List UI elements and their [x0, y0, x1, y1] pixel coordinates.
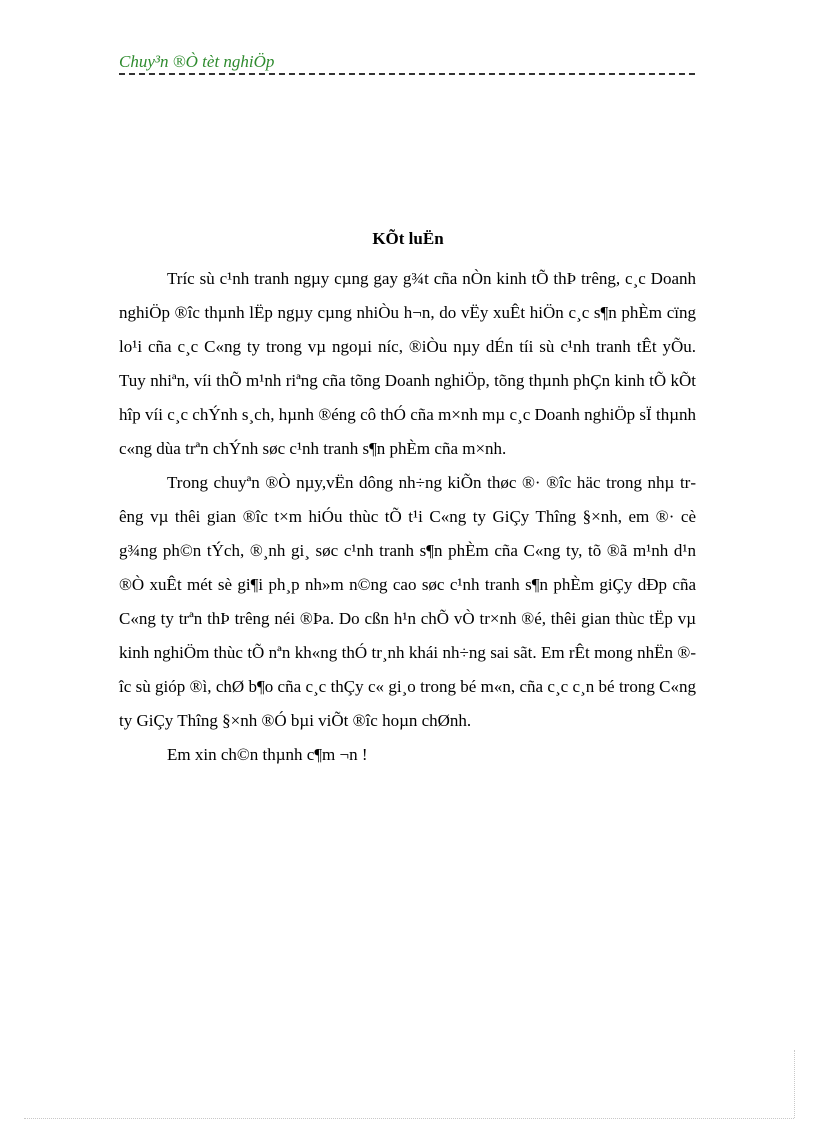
running-header: Chuy³n ®Ò tèt nghiÖp: [119, 52, 275, 71]
header-divider: [119, 73, 695, 75]
page-boundary-bottom: [24, 1118, 794, 1119]
page-boundary-right: [794, 1050, 795, 1118]
paragraph-3: Em xin ch©n thµnh c¶m ¬n !: [167, 745, 368, 764]
section-title: KÕt luËn: [372, 229, 444, 248]
body-text: [119, 262, 696, 772]
paragraph-1: Tríc sù c¹nh tranh ngµy cµng gay g¾t cña nÒn kinh tÕ thÞ trêng, c¸c Doanh nghiÖp ®îc thµnh lËp ngµy cµng nhiÒu h¬n, do vËy xuÊt hiÖn c¸c s¶n phÈm cïng lo¹i cña c¸c C«ng ty trong vµ ngoµi níc, ®iÒu nµy dÉn tíi sù c¹nh tranh tÊt yÕu. Tuy nhiªn, víi thÕ m¹nh riªng cña tõng Doanh nghiÖp, tõng thµnh phÇn kinh tÕ kÕt hîp víi c¸c chÝnh s¸ch, hµnh ®éng cô thÓ cña m×nh mµ c¸c Doanh nghiÖp sÏ thµnh c«ng dùa trªn chÝnh søc c¹nh tranh s¶n phÈm cña m×nh.: [119, 269, 696, 458]
paragraph-2: Trong chuyªn ®Ò nµy,vËn dông nh÷ng kiÕn thøc ®· ®îc häc trong nhµ trêng vµ thêi gian ®îc t×m hiÓu thùc tÕ t¹i C«ng ty GiÇy Thîng §×nh, em ®· cè g¾ng ph©n tÝch, ®¸nh gi¸ søc c¹nh tranh s¶n phÈm cña C«ng ty, tõ ®ã m¹nh d¹n ®Ò xuÊt mét sè gi¶i ph¸p nh»m n©ng cao søc c¹nh tranh s¶n phÈm giÇy dÐp cña C«ng ty trªn thÞ trêng néi ®Þa. Do cßn h¹n chÕ vÒ tr×nh ®é, thêi gian thùc tËp vµ kinh nghiÖm thùc tÕ nªn kh«ng thÓ tr¸nh khái nh÷ng sai sãt. Em rÊt mong nhËn ®îc sù gióp ®ì, chØ b¶o cña c¸c thÇy c« gi¸o trong bé m«n, cña c¸c c¸n bé trong C«ng ty GiÇy Thîng §×nh ®Ó bµi viÕt ®îc hoµn chØnh.: [119, 473, 696, 730]
